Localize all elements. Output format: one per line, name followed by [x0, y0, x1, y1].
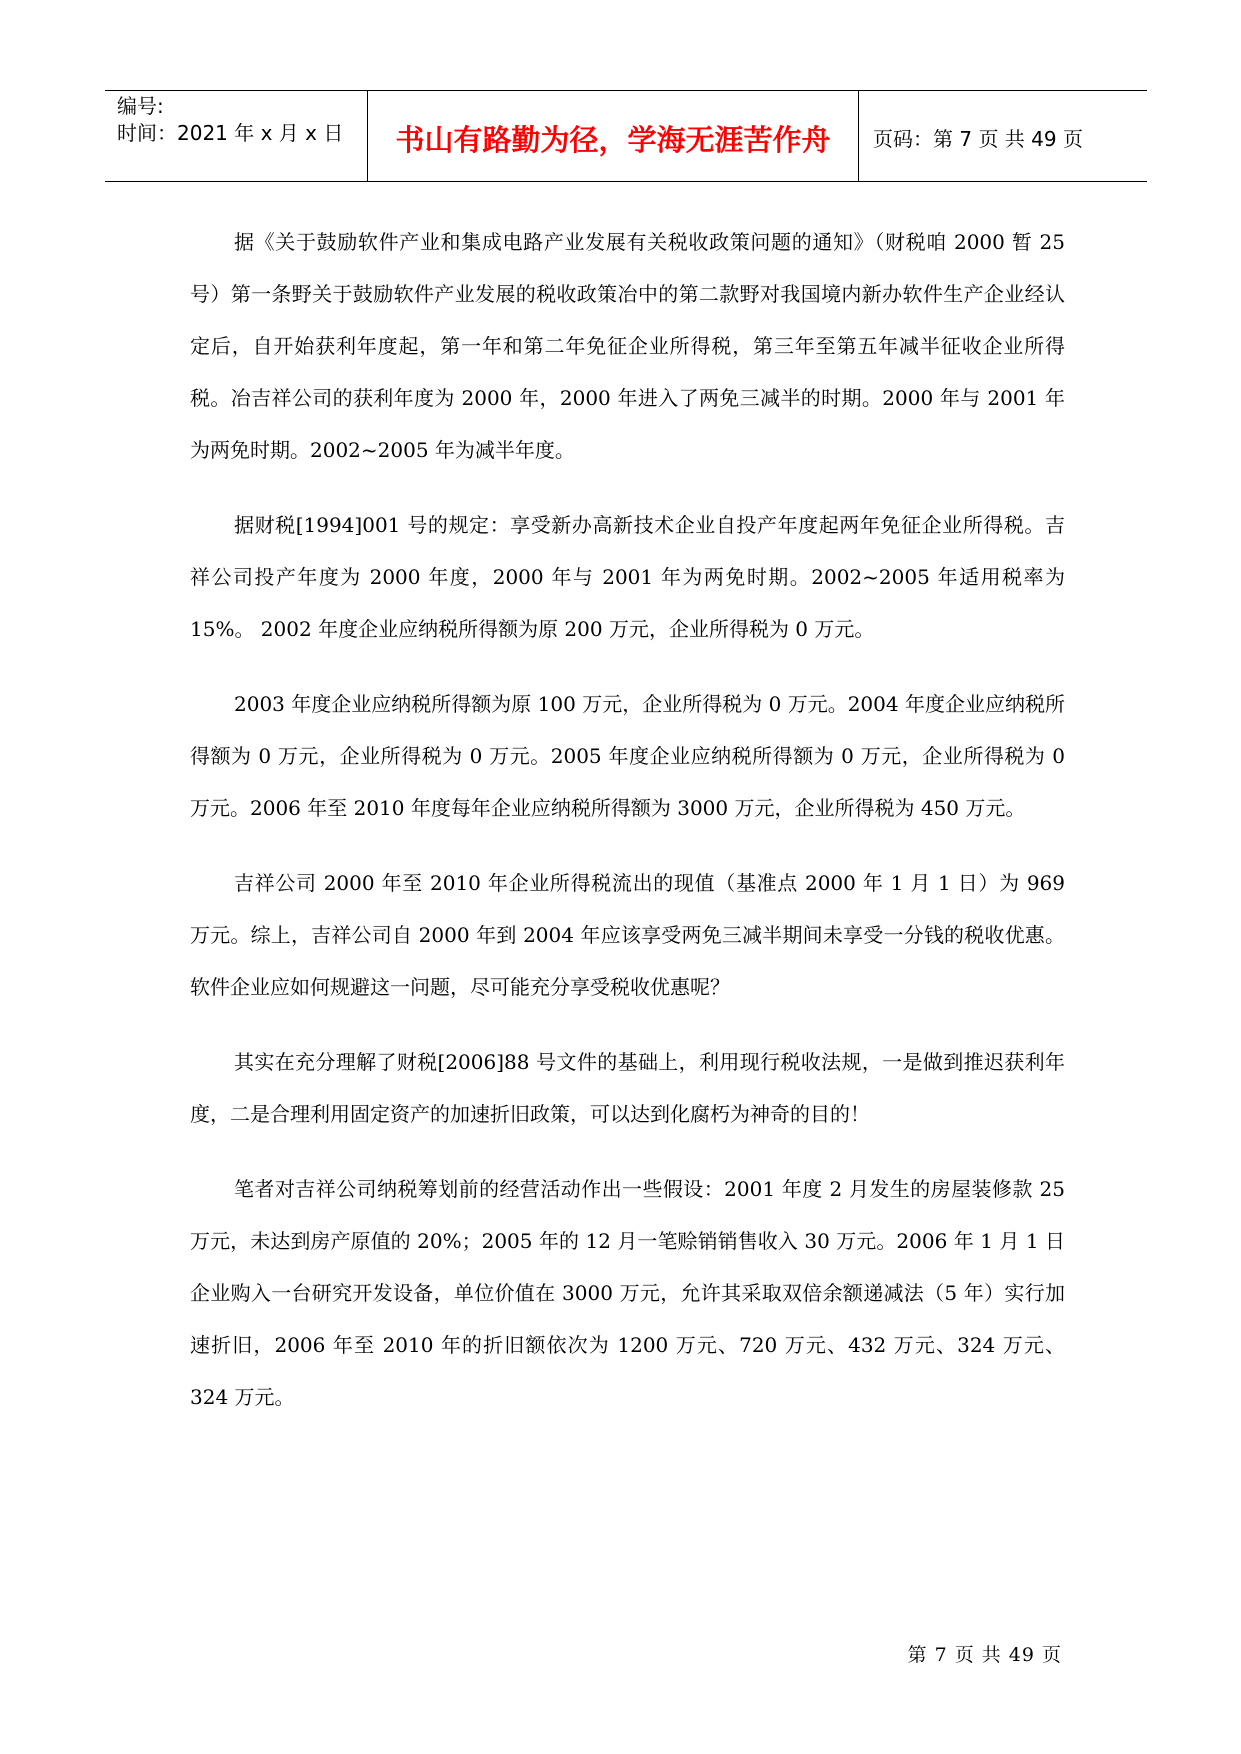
header-motto-cell: [368, 91, 859, 181]
page-footer: [908, 1640, 1062, 1667]
document-body: [190, 216, 1065, 1446]
paragraph: 据《关于鼓励软件产业和集成电路产业发展有关税收政策问题的通知》（财税咱 2000 暂 25 号）第一条野关于鼓励软件产业发展的税收政策冶中的第二款野对我国境内新办软件生产企业经认定后，自开始获利年度起，第一年和第二年免征企业所得税，第三年至第五年减半征收企业所得税。冶吉祥公司的获利年度为 2000 年，2000 年进入了两免三减半的时期。2000 年与 2001 年为两免时期。2002~2005 年为减半年度。: [190, 230, 1065, 462]
motto-text: 书山有路勤为径，学海无涯苦作舟: [395, 122, 831, 157]
paragraph: 吉祥公司 2000 年至 2010 年企业所得税流出的现值（基准点 2000 年 1 月 1 日）为 969 万元。综上，吉祥公司自 2000 年到 2004 年应该享受两免三减半期间未享受一分钱的税收优惠。软件企业应如何规避这一问题，尽可能充分享受税收优惠呢？: [190, 871, 1065, 999]
page-label: 页码：第 7 页 共 49 页: [873, 126, 1083, 151]
page-header: [105, 90, 1147, 182]
paragraph: 据财税[1994]001 号的规定：享受新办高新技术企业自投产年度起两年免征企业所得税。吉祥公司投产年度为 2000 年度，2000 年与 2001 年为两免时期。2002~2005 年适用税率为 15%。 2002 年度企业应纳税所得额为原 200 万元，企业所得税为 0 万元。: [190, 513, 1065, 641]
time-label: 时间：2021 年 x 月 x 日: [117, 121, 344, 145]
footer-page-number: 第 7 页 共 49 页: [907, 1644, 1062, 1666]
header-meta-cell: [105, 91, 368, 181]
header-page-cell: [859, 91, 1147, 181]
number-label: 编号:: [117, 94, 164, 118]
paragraph: 2003 年度企业应纳税所得额为原 100 万元，企业所得税为 0 万元。2004 年度企业应纳税所得额为 0 万元，企业所得税为 0 万元。2005 年度企业应纳税所得额为 0 万元，企业所得税为 0 万元。2006 年至 2010 年度每年企业应纳税所得额为 3000 万元，企业所得税为 450 万元。: [190, 692, 1065, 820]
paragraph: 其实在充分理解了财税[2006]88 号文件的基础上，利用现行税收法规，一是做到推迟获利年度，二是合理利用固定资产的加速折旧政策，可以达到化腐朽为神奇的目的！: [190, 1050, 1065, 1126]
paragraph: 笔者对吉祥公司纳税筹划前的经营活动作出一些假设：2001 年度 2 月发生的房屋装修款 25 万元，未达到房产原值的 20%；2005 年的 12 月一笔赊销销售收入 30 万元。2006 年 1 月 1 日企业购入一台研究开发设备，单位价值在 3000 万元，允许其采取双倍余额递减法（5 年）实行加速折旧，2006 年至 2010 年的折旧额依次为 1200 万元、720 万元、432 万元、324 万元、324 万元。: [190, 1177, 1065, 1409]
